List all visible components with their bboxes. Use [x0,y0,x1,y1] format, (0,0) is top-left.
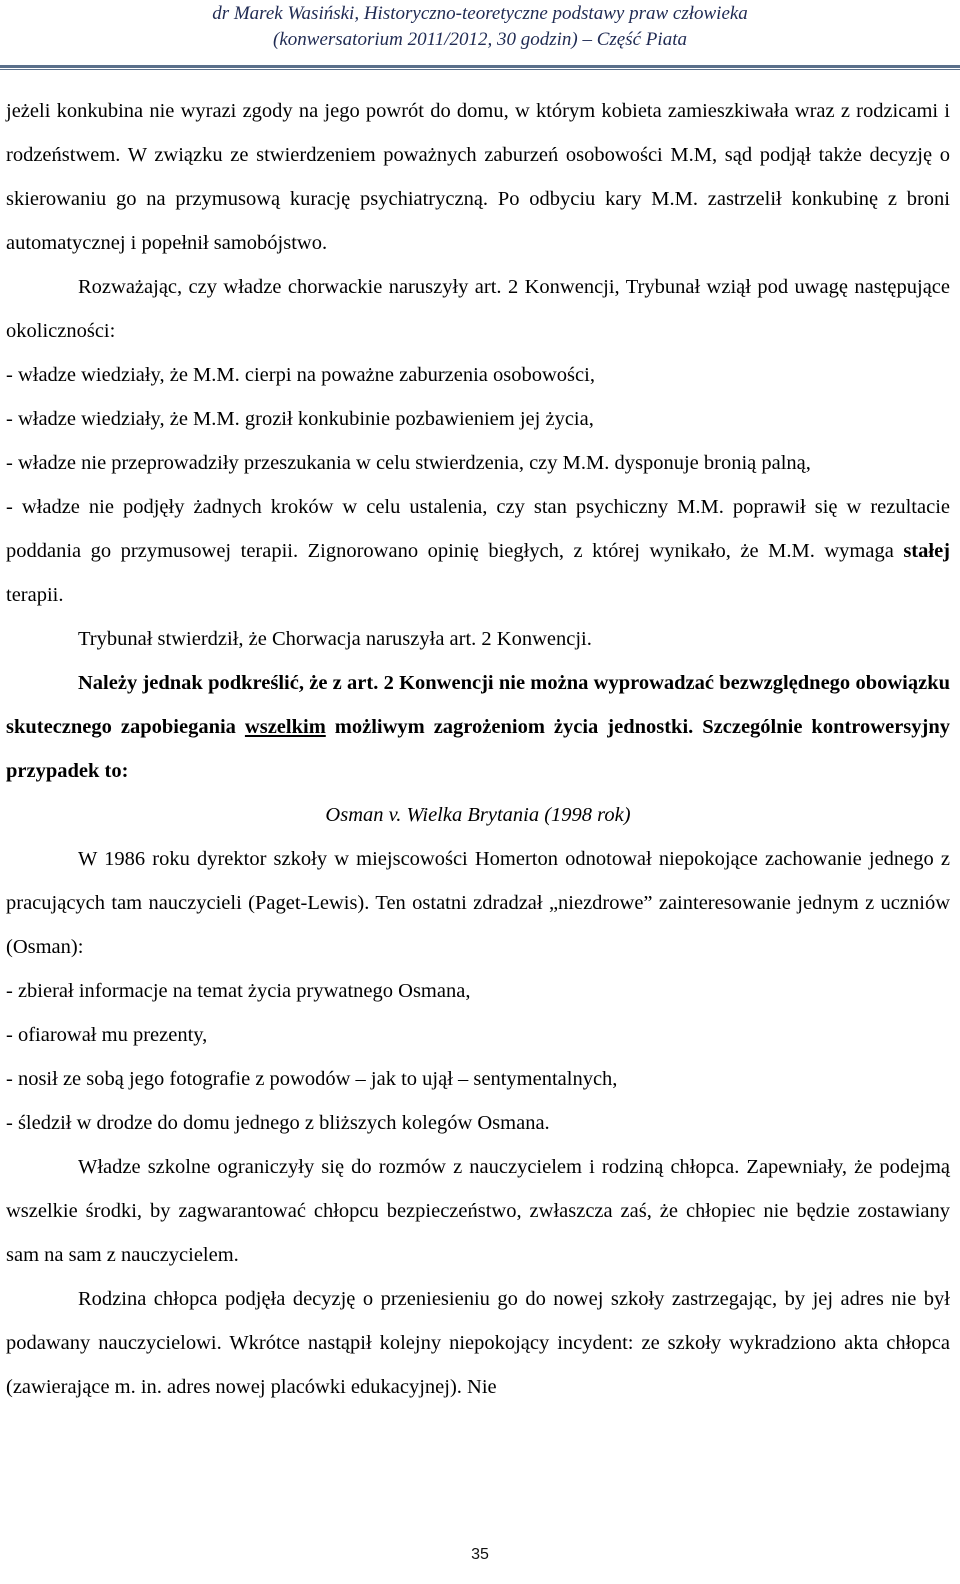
text-run: możliwym zagrożeniom życia jednostki. Szczególnie kontrowersyjny przypadek to: [6,716,950,782]
header-course-line: (konwersatorium 2011/2012, 30 godzin) – Część Piata [273,29,687,50]
paragraph: W 1986 roku dyrektor szkoły w miejscowości Homerton odnotował niepokojące zachowanie jednego z pracujących tam nauczycieli (Paget-Lewis). Ten ostatni zdradzał „niezdrowe” zainteresowanie jednym z uczniów (Osman): [6,848,950,958]
header-rule-thin [0,69,960,70]
list-item: - ofiarował mu prezenty, [6,1024,208,1046]
paragraph-bold [6,661,950,793]
emphasis-text: stałej [903,540,950,562]
document-body [6,89,950,1409]
paragraph: Rozważając, czy władze chorwackie naruszyły art. 2 Konwencji, Trybunał wziął pod uwagę następujące okoliczności: [6,276,950,342]
text-run: - władze nie podjęły żadnych kroków w celu ustalenia, czy stan psychiczny M.M. poprawił się w rezultacie poddania go przymusowej terapii. Zignorowano opinię biegłych, z której wynikało, że M.M. wymaga [6,496,950,562]
paragraph: Władze szkolne ograniczyły się do rozmów z nauczycielem i rodziną chłopca. Zapewniały, że podejmą wszelkie środki, by zagwarantować chłopcu bezpieczeństwo, zwłaszcza zaś, że chłopiec nie będzie zostawiany sam na sam z nauczycielem. [6,1156,950,1266]
list-item: - władze wiedziały, że M.M. groził konkubinie pozbawieniem jej życia, [6,408,594,430]
paragraph: Rodzina chłopca podjęła decyzję o przeniesieniu go do nowej szkoły zastrzegając, by jej adres nie był podawany nauczycielowi. Wkrótce nastąpił kolejny niepokojący incydent: ze szkoły wykradziono akta chłopca (zawierające m. in. adres nowej placówki edukacyjnej). Nie [6,1288,950,1398]
paragraph: Trybunał stwierdził, że Chorwacja naruszyła art. 2 Konwencji. [78,628,592,650]
header-rule [0,65,960,68]
list-item: - zbierał informacje na temat życia prywatnego Osmana, [6,980,471,1002]
case-title: Osman v. Wielka Brytania (1998 rok) [325,804,631,826]
list-item: - śledził w drodze do domu jednego z bliższych kolegów Osmana. [6,1112,550,1134]
text-run: terapii. [6,584,64,606]
page-number: 35 [471,1546,489,1563]
list-item [6,485,950,617]
list-item: - nosił ze sobą jego fotografie z powodów – jak to ujął – sentymentalnych, [6,1068,618,1090]
list-item: - władze nie przeprowadziły przeszukania w celu stwierdzenia, czy M.M. dysponuje bronią palną, [6,452,811,474]
paragraph: jeżeli konkubina nie wyrazi zgody na jego powrót do domu, w którym kobieta zamieszkiwała wraz z rodzicami i rodzeństwem. W związku ze stwierdzeniem poważnych zaburzeń osobowości M.M, sąd podjął także decyzję o skierowaniu go na przymusową kurację psychiatryczną. Po odbyciu kary M.M. zastrzelił konkubinę z broni automatycznej i popełnił samobójstwo. [6,100,950,254]
text-run: Należy jednak podkreślić, że z art. 2 Konwencji nie można wyprowadzać bezwzględnego obowiązku skutecznego zapobiegania [6,672,950,738]
page-header [0,0,960,62]
list-item: - władze wiedziały, że M.M. cierpi na poważne zaburzenia osobowości, [6,364,595,386]
header-title-line: dr Marek Wasiński, Historyczno-teoretyczne podstawy praw człowieka [212,3,748,24]
underlined-text: wszelkim [244,716,326,738]
